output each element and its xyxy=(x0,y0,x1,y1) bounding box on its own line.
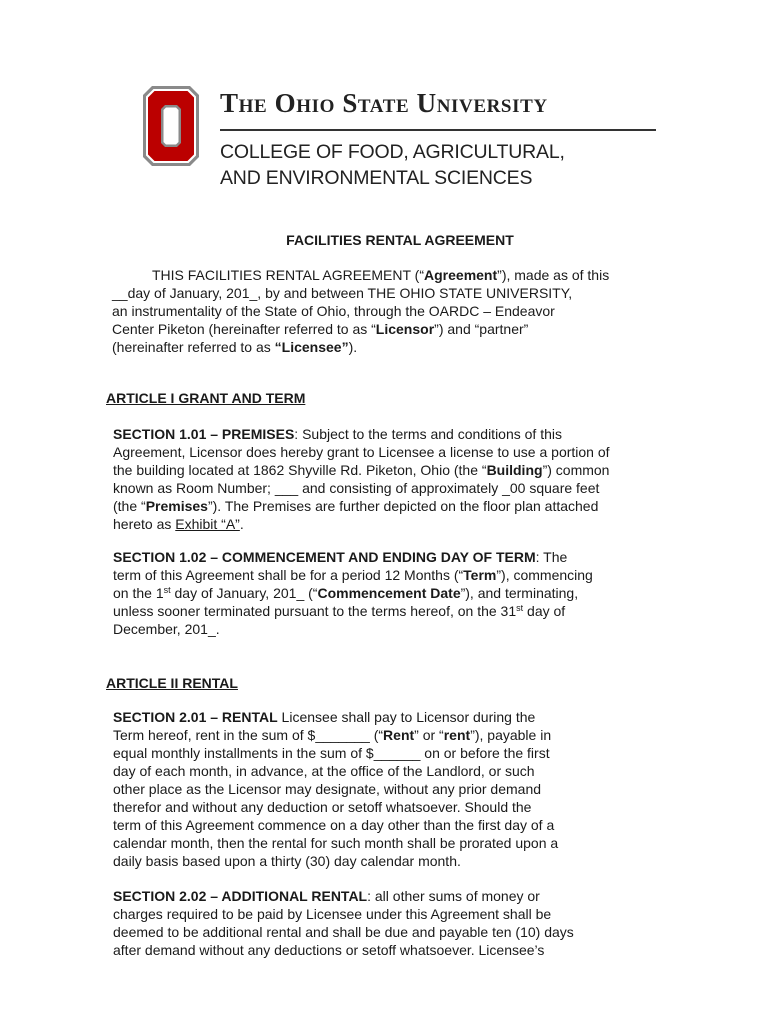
university-name: The Ohio State University xyxy=(220,88,548,118)
exhibit-a-reference: Exhibit “A” xyxy=(175,516,240,532)
article-1-heading: ARTICLE I GRANT AND TERM xyxy=(106,390,306,406)
intro-paragraph: THIS FACILITIES RENTAL AGREEMENT (“Agreement”), made as of this __day of January, 201_, by and between THE OHIO STATE UNIVERSITY, an instrumentality of the State of Ohio, through the OARDC – Endeavor Center Piketon (hereinafter referred to as “Licensor”) and “partner” (hereinafter referred to as “Licensee”). xyxy=(112,267,610,355)
college-name: COLLEGE OF FOOD, AGRICULTURAL, AND ENVIRONMENTAL SCIENCES xyxy=(220,141,565,189)
section-1-02: SECTION 1.02 – COMMENCEMENT AND ENDING DAY OF TERM: The term of this Agreement shall be for a period 12 Months (“Term”), commencing on the 1st day of January, 201_ (“Commencement Date”), and terminating, unless sooner terminated pursuant to the terms hereof, on the 31st day of December, 201_. xyxy=(113,549,593,637)
article-2-heading: ARTICLE II RENTAL xyxy=(106,675,238,691)
header-rule xyxy=(220,129,656,131)
section-2-02: SECTION 2.02 – ADDITIONAL RENTAL: all other sums of money or charges required to be paid by Licensee under this Agreement shall be deemed to be additional rental and shall be due and payable ten (10) days after demand without any deductions or setoff whatsoever. Licensee’s xyxy=(113,888,574,958)
section-2-01: SECTION 2.01 – RENTAL Licensee shall pay to Licensor during the Term hereof, rent in the sum of $_______ (“Rent” or “rent”), payable in equal monthly installments in the sum of $______ on or before the first day of each month, in advance, at the office of the Landlord, or such other place as the Licensor may designate, without any prior demand therefor and without any deduction or setoff whatsoever. Should the term of this Agreement commence on a day other than the first day of a calendar month, then the rental for such month shall be prorated upon a daily basis based upon a thirty (30) day calendar month. xyxy=(113,709,559,869)
section-1-01: SECTION 1.01 – PREMISES: Subject to the terms and conditions of this Agreement, Licensor does hereby grant to Licensee a license to use a portion of the building located at 1862 Shyville Rd. Piketon, Ohio (the “Building”) common known as Room Number; ___ and consisting of approximately _00 square feet (the “Premises”). The Premises are further depicted on the floor plan attached hereto as Exhibit “A”. xyxy=(113,426,610,532)
osu-block-o-logo xyxy=(143,86,199,166)
document-title: FACILITIES RENTAL AGREEMENT xyxy=(286,232,514,248)
